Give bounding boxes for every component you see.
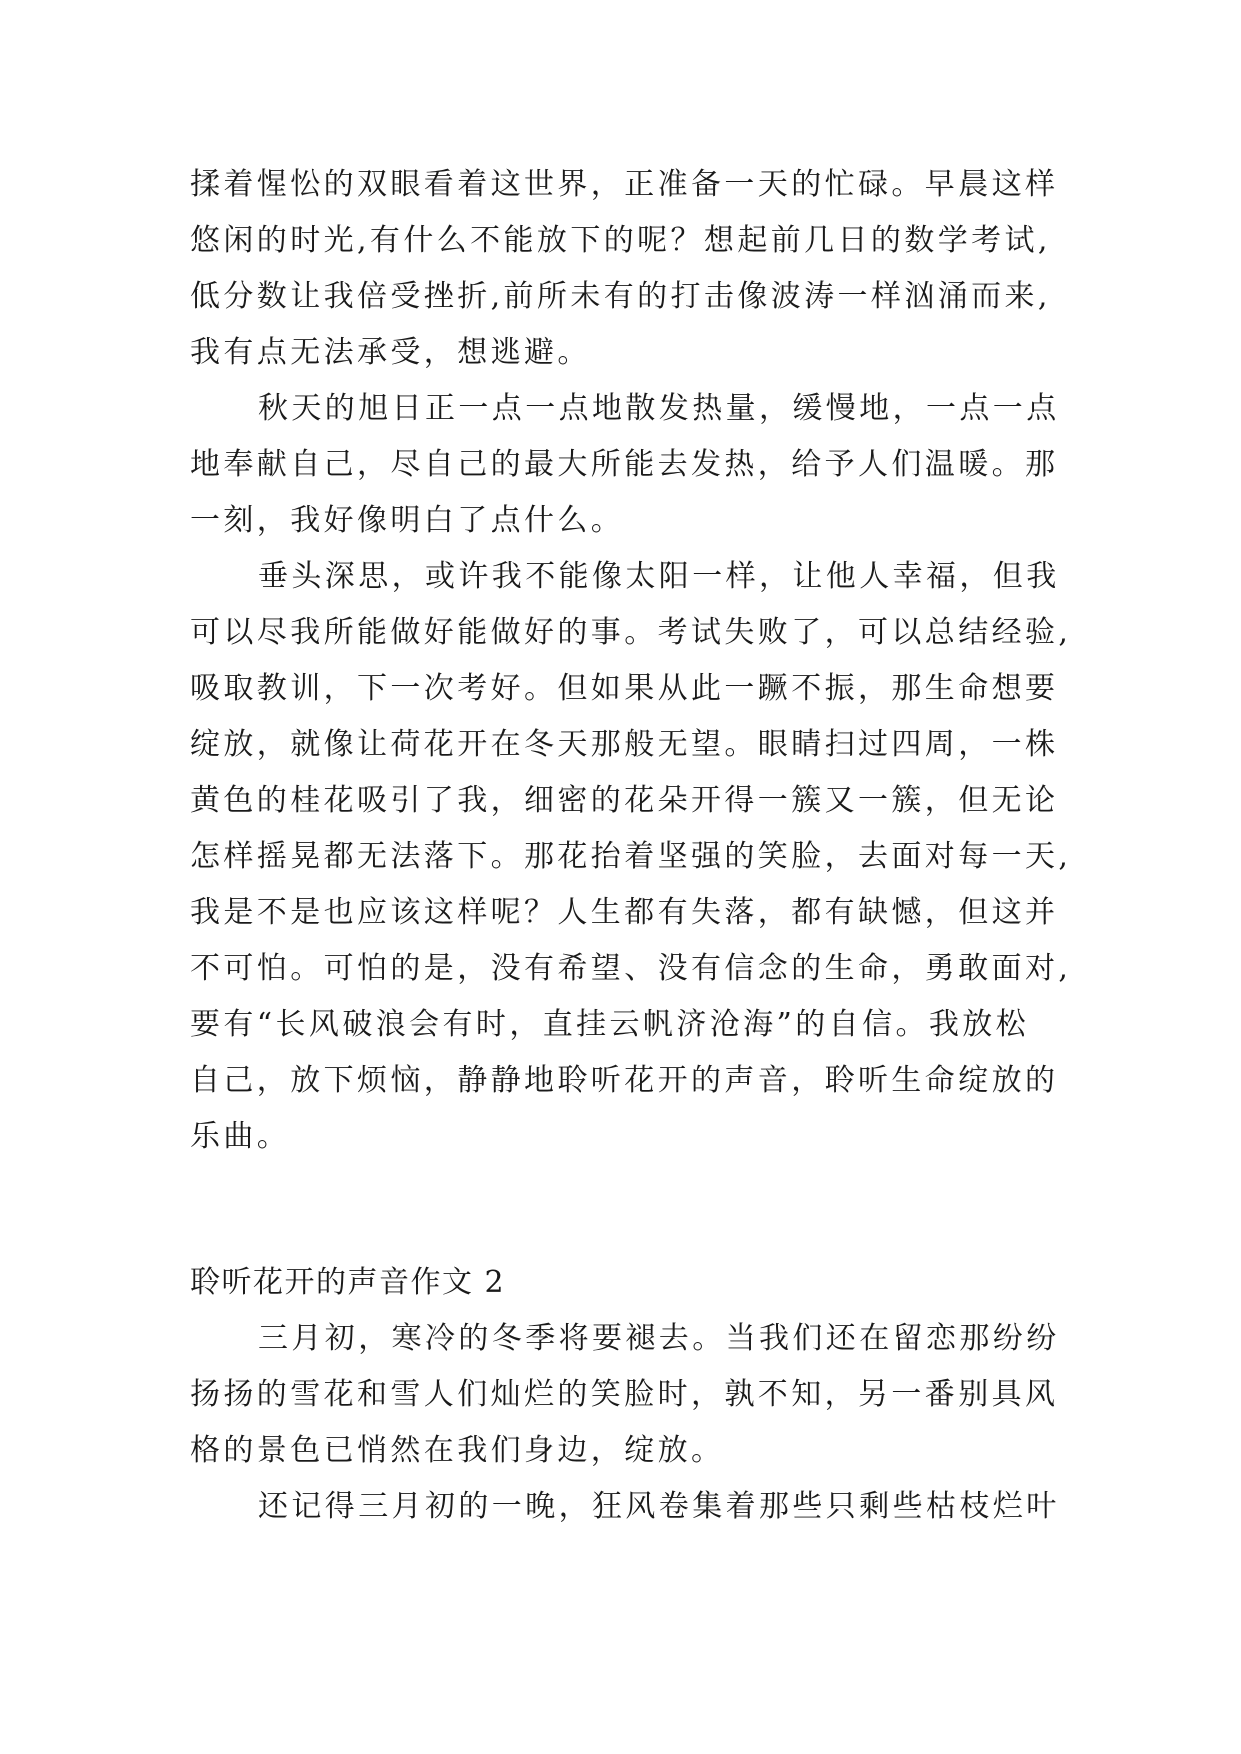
paragraph-line: 一刻，我好像明白了点什么。 [190,503,625,538]
paragraph-line: 三月初，寒冷的冬季将要褪去。当我们还在留恋那纷纷 [258,1321,1060,1356]
paragraph-line: 揉着惺忪的双眼看着这世界，正准备一天的忙碌。早晨这样 [190,167,1059,202]
paragraph-line: 我是不是也应该这样呢？人生都有失落，都有缺憾，但这并 [190,895,1059,930]
paragraph-line: 格的景色已悄然在我们身边，绽放。 [190,1433,725,1468]
section-heading: 聆听花开的声音作文 2 [190,1265,506,1300]
paragraph-line: 不可怕。可怕的是，没有希望、没有信念的生命，勇敢面对, [190,951,1072,986]
paragraph-line: 悠闲的时光,有什么不能放下的呢？想起前几日的数学考试, [190,223,1051,258]
paragraph-line: 地奉献自己，尽自己的最大所能去发热，给予人们温暖。那 [190,447,1059,482]
paragraph-line: 黄色的桂花吸引了我，细密的花朵开得一簇又一簇，但无论 [190,783,1059,818]
paragraph-line: 还记得三月初的一晚，狂风卷集着那些只剩些枯枝烂叶 [258,1489,1060,1524]
paragraph-line: 要有“长风破浪会有时，直挂云帆济沧海”的自信。我放松 [190,1007,1030,1042]
paragraph-line: 可以尽我所能做好能做好的事。考试失败了，可以总结经验, [190,615,1072,650]
paragraph-line: 吸取教训，下一次考好。但如果从此一蹶不振，那生命想要 [190,671,1059,706]
paragraph-line: 乐曲。 [190,1119,291,1154]
paragraph-line: 绽放，就像让荷花开在冬天那般无望。眼睛扫过四周，一株 [190,727,1059,762]
paragraph-line: 怎样摇晃都无法落下。那花抬着坚强的笑脸，去面对每一天, [190,839,1072,874]
paragraph-line: 自己，放下烦恼，静静地聆听花开的声音，聆听生命绽放的 [190,1063,1059,1098]
paragraph-line: 我有点无法承受，想逃避。 [190,335,591,370]
paragraph-line: 低分数让我倍受挫折,前所未有的打击像波涛一样汹涌而来, [190,279,1051,314]
paragraph-line: 扬扬的雪花和雪人们灿烂的笑脸时，孰不知，另一番别具风 [190,1377,1059,1412]
paragraph-line: 垂头深思，或许我不能像太阳一样，让他人幸福，但我 [258,559,1060,594]
paragraph-line: 秋天的旭日正一点一点地散发热量，缓慢地，一点一点 [258,391,1060,426]
